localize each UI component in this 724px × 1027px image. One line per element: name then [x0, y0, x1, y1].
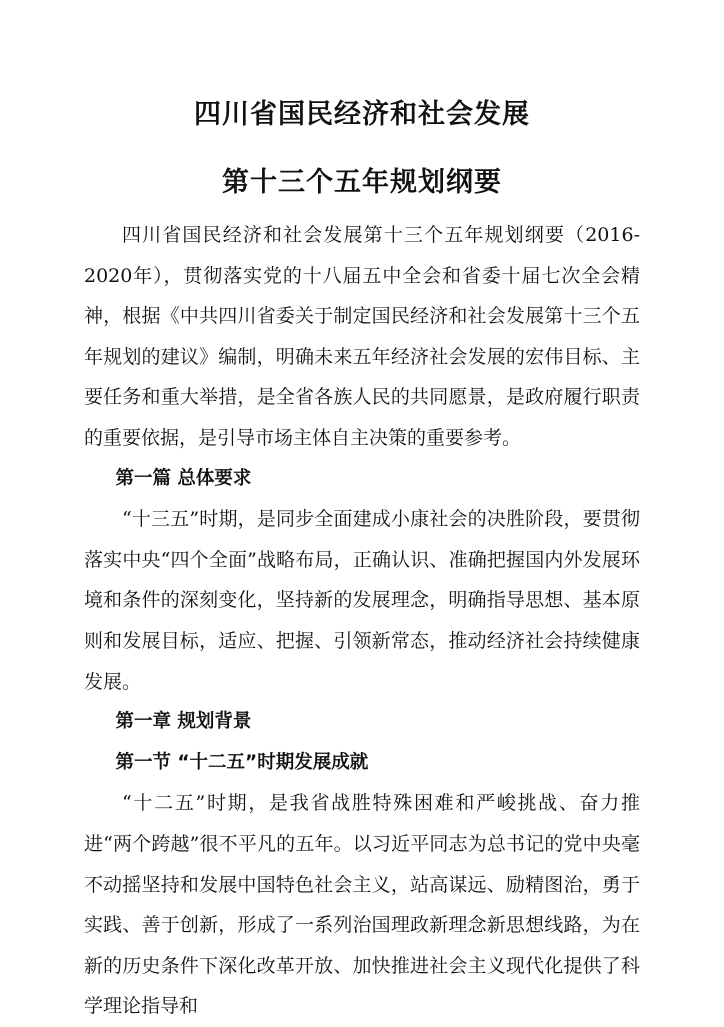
part-paragraph: “十三五”时期，是同步全面建成小康社会的决胜阶段，要贯彻落实中央“四个全面”战略布局，正确认识、准确把握国内外发展环境和条件的深刻变化，坚持新的发展理念，明确指导思想、基本原则和发展目标，适应、把握、引领新常态，推动经济社会持续健康发展。: [84, 508, 640, 693]
document-title-line-1: 四川省国民经济和社会发展: [194, 99, 530, 130]
section-heading: 第一节 “十二五”时期发展成就: [115, 751, 369, 773]
chapter-heading: 第一章 规划背景: [115, 711, 252, 733]
intro-paragraph: 四川省国民经济和社会发展第十三个五年规划纲要（2016-2020年），贯彻落实党的十八届五中全会和省委十届七次全会精神，根据《中共四川省委关于制定国民经济和社会发展第十三个五年规划的建议》编制，明确未来五年经济社会发展的宏伟目标、主要任务和重大举措，是全省各族人民的共同愿景，是政府履行职责的重要依据，是引导市场主体自主决策的重要参考。: [84, 224, 640, 449]
document-body: [84, 215, 640, 1027]
part-heading: 第一篇 总体要求: [115, 467, 252, 489]
document-title-line-2: 第十三个五年规划纲要: [222, 167, 502, 198]
section-paragraph: “十二五”时期，是我省战胜特殊困难和严峻挑战、奋力推进“两个跨越”很不平凡的五年。以习近平同志为总书记的党中央毫不动摇坚持和发展中国特色社会主义，站高谋远、励精图治，勇于实践、善于创新，形成了一系列治国理政新理念新思想线路，为在新的历史条件下深化改革开放、加快推进社会主义现代化提供了科学理论指导和: [84, 792, 640, 1018]
